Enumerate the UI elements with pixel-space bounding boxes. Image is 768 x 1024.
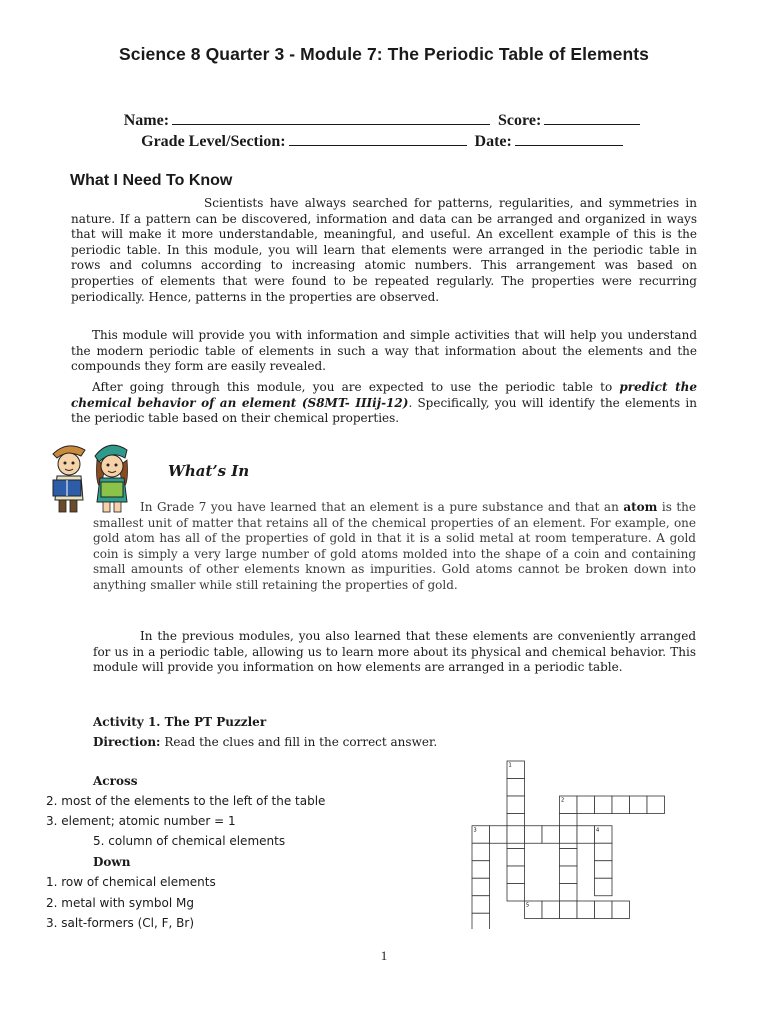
crossword-cell[interactable]	[560, 849, 578, 867]
crossword-cell[interactable]	[472, 913, 490, 929]
crossword-grid[interactable]	[470, 759, 670, 929]
grade-date-row	[0, 131, 768, 151]
crossword-number: 1	[508, 762, 512, 769]
score-label: Score:	[498, 112, 542, 129]
crossword-cell[interactable]	[577, 826, 595, 844]
crossword-cell[interactable]	[595, 901, 613, 919]
down-heading: Down	[93, 855, 131, 869]
crossword-cell[interactable]	[472, 878, 490, 896]
module-paragraph: This module will provide you with information and simple activities that will help you understand the modern periodic table of elements in such a way that information about the elements and the compounds they form are easily revealed.	[71, 328, 697, 374]
crossword-number: 2	[561, 797, 565, 804]
crossword-cell[interactable]	[472, 861, 490, 879]
previous-modules-paragraph: In the previous modules, you also learned that these elements are conveniently arranged for us in a periodic table, allowing us to learn more about its physical and chemical behavior. This module will provide you information on how elements are arranged in a periodic table.	[93, 629, 696, 675]
objective-paragraph: After going through this module, you are expected to use the periodic table to predict the chemical behavior of an element (S8MT- IIIij-12). Specifically, you will identify the elements in the periodic table based on their chemical properties.	[71, 380, 697, 426]
page-title: Science 8 Quarter 3 - Module 7: The Periodic Table of Elements	[118, 44, 650, 64]
crossword-cell[interactable]	[595, 878, 613, 896]
down-clue-3: 3. salt-formers (Cl, F, Br)	[46, 916, 195, 930]
crossword-cell[interactable]	[647, 796, 665, 814]
date-label: Date:	[474, 133, 512, 150]
score-field[interactable]	[544, 110, 640, 125]
crossword-cell[interactable]	[595, 843, 613, 861]
crossword-cell[interactable]	[560, 884, 578, 902]
grade-field[interactable]	[289, 131, 467, 146]
crossword-cell[interactable]	[542, 901, 560, 919]
competency-code: predict the chemical behavior of an element (S8MT- IIIij-12)	[71, 380, 697, 410]
crossword-cell[interactable]	[595, 861, 613, 879]
crossword-cell[interactable]	[507, 849, 525, 867]
crossword-cell[interactable]	[560, 901, 578, 919]
crossword-cell[interactable]	[577, 796, 595, 814]
crossword-cell[interactable]	[472, 843, 490, 861]
name-label: Name:	[123, 112, 170, 129]
across-clue-2: 2. most of the elements to the left of the table	[46, 794, 326, 808]
crossword-number: 3	[473, 827, 477, 834]
whats-in-paragraph: In Grade 7 you have learned that an element is a pure substance and that an atom is the smallest unit of matter that retains all of the chemical properties of an element. For example, one gold atom has all of the properties of gold in that it is a solid metal at room temperature. A gold coin is simply a very large number of gold atoms molded into the shape of a coin and containing small amounts of other elements known as impurities. Gold atoms cannot be broken down into anything smaller while still retaining the properties of gold.	[93, 500, 697, 592]
crossword-cell[interactable]	[507, 796, 525, 814]
date-field[interactable]	[515, 131, 623, 146]
crossword-number: 5	[526, 902, 530, 909]
activity-direction: Direction: Read the clues and fill in the correct answer.	[93, 735, 438, 749]
crossword-cell[interactable]	[507, 866, 525, 884]
across-clue-5: 5. column of chemical elements	[93, 834, 286, 848]
heading-whats-in: What’s In	[168, 462, 250, 480]
down-clue-1: 1. row of chemical elements	[46, 875, 216, 889]
crossword-cell[interactable]	[630, 796, 648, 814]
crossword-cell[interactable]	[507, 826, 525, 844]
across-clue-3: 3. element; atomic number = 1	[46, 814, 236, 828]
atom-term: atom	[623, 500, 658, 514]
crossword-cell[interactable]	[577, 901, 595, 919]
intro-paragraph: Scientists have always searched for patterns, regularities, and symmetries in nature. If a pattern can be discovered, information and data can be arranged and organized in ways that will make it more understandable, meaningful, and useful. An excellent example of this is the periodic table. In this module, you will learn that elements were arranged in the periodic table in rows and columns according to increasing atomic numbers. This arrangement was based on properties of elements that were found to be repeated regularly. The properties were recurring periodically. Hence, patterns in the properties are observed.	[71, 196, 697, 304]
across-heading: Across	[93, 774, 138, 788]
page-number: 1	[380, 948, 388, 963]
crossword-cell[interactable]	[525, 826, 543, 844]
crossword-cell[interactable]	[560, 866, 578, 884]
crossword-cell[interactable]	[507, 884, 525, 902]
activity-title: Activity 1. The PT Puzzler	[93, 715, 267, 729]
crossword-cell[interactable]	[612, 796, 630, 814]
name-score-row	[0, 110, 768, 130]
grade-label: Grade Level/Section:	[141, 133, 286, 150]
heading-what-i-need-to-know: What I Need To Know	[70, 172, 233, 189]
crossword-cell[interactable]	[612, 901, 630, 919]
crossword-cell[interactable]	[595, 796, 613, 814]
crossword-cell[interactable]	[490, 826, 508, 844]
crossword-cell[interactable]	[542, 826, 560, 844]
crossword-number: 4	[596, 827, 600, 834]
crossword-cell[interactable]	[507, 779, 525, 797]
name-field[interactable]	[172, 110, 490, 125]
down-clue-2: 2. metal with symbol Mg	[46, 896, 194, 910]
crossword-cell[interactable]	[560, 826, 578, 844]
crossword-cell[interactable]	[472, 896, 490, 914]
